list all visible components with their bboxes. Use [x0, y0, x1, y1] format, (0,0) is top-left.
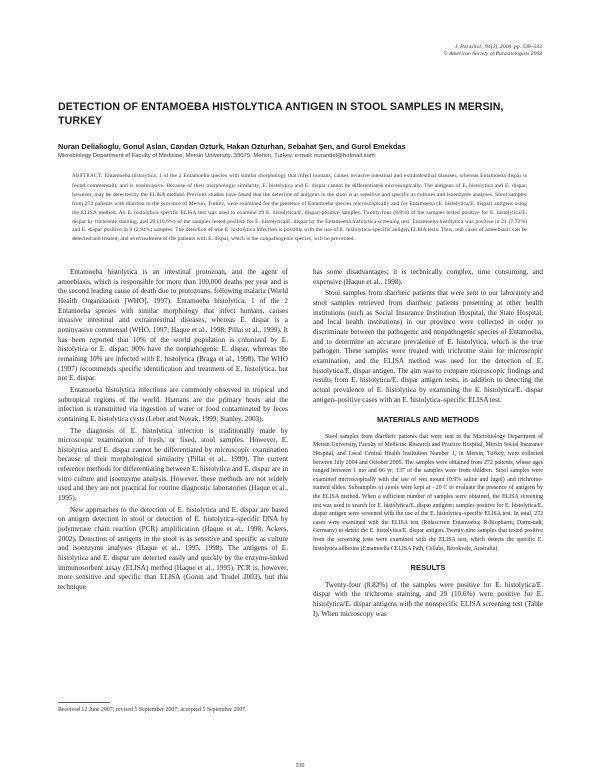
intro-paragraph-2: Entamoeba histolytica infections are commonly observed in tropical and subtropical regions of the world. Humans are the primary hosts and the infection is transmitted via ingestion of water or food contaminated by feces containing E. histolytica cysts (Leber and Novak, 1999; Stanley, 2003). — [58, 385, 288, 423]
journal-header — [444, 44, 542, 58]
intro-paragraph-4: New approaches to the detection of E. histolytica and E. dispar are based on antigen detection in stool or detection of E. histolytica–specific DNA by polymerase chain reaction (PCR) amplification (Haque et al., 1998; Ackers, 2002). Detection of antigens in the stool is as sensitive and specific as culture and isoenzyme analyses (Haque et al., 1995, 1998). The antigens of E. histolytica and E. dispar are detected easily and quickly by the enzyme-linked immunosorbent assay (ELISA) method (Haque et al., 1995). PCR is, however, more sensitive and specific than ELISA (Gonin and Trudel 2003), but this technique — [58, 505, 288, 591]
intro-paragraph-3: The diagnosis of E. histolytica infection is traditionally made by microscopic examination of fresh, or fixed, stool samples. However, E. histolytica and E. dispar cannot be differentiated by microscopic examination because of their morphological similarity (Pillai et al., 1999). The current reference methods for differentiating between E. histolytica and E. dispar are in vitro culture and isoenzyme analysis. However, these methods are not widely used and they are not practical for routine diagnostic laboratories (Haque et al., 1995). — [58, 426, 288, 503]
author-affiliation: Microbiology Department of Faculty of Medicine, Mersin University, 33079, Mersin, Turkey. e-mail: nurandel@hotmail.com — [58, 153, 375, 159]
author-list: Nuran Delialioglu, Gonul Aslan, Candan Ozturk, Hakan Ozturhan, Sebahat Şen, and Gurol Emekdas — [58, 142, 406, 151]
right-column — [313, 268, 543, 621]
abstract — [72, 172, 527, 244]
abstract-label: ABSTRACT: — [72, 174, 103, 179]
journal-citation: J. Parasitol., 94(2), 2008, pp. 530–532 — [454, 44, 542, 50]
intro-paragraph-1: Entamoeba histolytica is an intestinal protozoan, and the agent of amoebiasis, which is responsible for more than 100,000 deaths per year and is the second leading cause of death due to protozoans, following malaria (World Health Organization [WHO], 1997). Entamoeba histolytica, 1 of the 2 Entamoeba species with similar morphology that infect humans, causes invasive intestinal and extraintestinal diseases, whereas E. dispar is a noninvasive commensal (WHO, 1997; Haque et al., 1998; Pillai et al., 1999). It has been reported that 10% of the world population is colonized by E. histolytica or E. dispar; 90% have the nonpathogenic E. dispar, whereas the remaining 10% are infected with E. histolytica (Braga et al., 1998). The WHO (1997) recommends specific identification and treatment of E. histolytica, but not E. dispar. — [58, 268, 288, 383]
results-paragraph: Twenty-four (8.82%) of the samples were positive for E. histolytica/E. dispar with the trichrome staining, and 29 (10.6%) were positive for E. histolytica/E. dispar antigens with the nonspecific ELISA screening test (Table I). When microscopy was — [313, 580, 543, 618]
intro-paragraph-5: has some disadvantages; it is technically complex, time consuming, and expensive (Haque et al., 1998). — [313, 268, 543, 286]
methods-heading: MATERIALS AND METHODS — [376, 415, 480, 425]
footnote-divider — [58, 702, 110, 703]
received-footnote: Received 12 June 2007; revised 5 September 2007; accepted 5 September 2007. — [58, 707, 247, 713]
results-heading: RESULTS — [410, 563, 446, 573]
page-number: 530 — [295, 763, 305, 769]
copyright-notice: © American Society of Parasitologists 2008 — [443, 51, 542, 58]
article-title: DETECTION OF ENTAMOEBA HISTOLYTICA ANTIGEN IN STOOL SAMPLES IN MERSIN, TURKEY — [58, 101, 504, 127]
intro-paragraph-6: Stool samples from diarrheic patients that were sent to our laboratory and stool samples retrieved from diarrheic patients presenting at other health institutions (such as Social Insurance Institution Hospital, the State Hospital, and local health institutions) in our province were collected in order to discriminate between the pathogenic and nonpathogenic species of Entamoeba, and to determine an accurate prevalence of E. histolytica, which is the true pathogen. These samples were treated with trichrome stain for microscopic examination, and the ELISA method was used for the detection of E. histolytica/E. dispar antigen. The aim was to compare microscopic findings and results from E. histolytica/E. dispar antigen tests, in addition to detecting the actual prevalence of E. histolytica by examining the E. histolytica/E. dispar antigen–positive cases with an E. histolytica–specific ELISA test. — [313, 289, 543, 404]
abstract-text: Entamoeba histolytica, 1 of the 2 Entamoeba species with similar morphology that infect humans, causes invasive intestinal and extraintestinal diseases, whereas Entamoeba dispar is found commensally and is noninvasive. Because of their morphologic similarity, E. histolytica and E. dispar cannot be differentiated microscopically. The antigens of E. histolytica and E. dispar, however, may be detected by the ELISA method. Previous studies have found that the detection of antigens in the stool is as sensitive and specific as cultures and isoenzyme analyses. Stool samples from 272 patients with diarrhea in the province of Mersin, Turkey, were examined for the presence of Entamoeba species microscopically and for Entamoeba (E. histolytica/E. dispar) antigens using the ELISA method. An E. histolytica–specific ELISA test was used to examine 29 E. histolytica/E. dispar–positive samples. Twenty-four (8.8%) of the samples tested positive for E. histolytica/E. dispar by trichrome staining, and 29 (10.6%) of the samples tested positive for E. histolytica/E. dispar by the Entamoeba histolytica screening test. Entamoeba histolytica was positive in 21 (7.72%) and E. dispar positive in 8 (2.94%) samples. The detection of true E. histolytica infection is possible with the use of E. histolytica–specific antigen ELISA tests. Thus, real cases of amoebiasis can be detected and treated, and overtreatment of the patients with E. dispar, which is the nonpathogenic species, will be prevented. — [72, 173, 527, 243]
methods-paragraph: Stool samples from diarrheic patients that were sent to the Microbiology Department of Mersin University, Faculty of Medicine Research and Practice Hospital, Mersin Social Insurance Hospital, and Local Central Health Institution Number 1, in Mersin, Turkey, were collected between July 2004 and October 2005. The samples were obtained from 272 patients, whose ages ranged between 1 mo and 66 yr; 137 of the samples were from children. Stool samples were examined microscopically with the use of wet mount (0.9% saline and lugol) and trichrome-stained slides. Subsamples of stools were kept at −20 C to evaluate the presence of antigens by the ELISA method. When a sufficient number of samples were obtained, the ELISA screening test was used to search for E. histolytica/E. dispar antigens; samples positive for E. histolytica/E. dispar antigen were screened with the use of the E. histolytica–specific ELISA test. In total, 272 cases were examined with the ELISA test (Ridascreen Entamoeba; R-Biopharm, Darmstadt, Germany) to detect the E. histolytica/E. dispar antigen. Twenty-nine samples that tested positive from the screening tests were examined with the ELISA test, which detects the specific E. histolytica adhesins (Entamoeba CELISA Path, Cellabs, Brookvale, Australia). — [313, 433, 543, 552]
left-column — [58, 268, 288, 595]
